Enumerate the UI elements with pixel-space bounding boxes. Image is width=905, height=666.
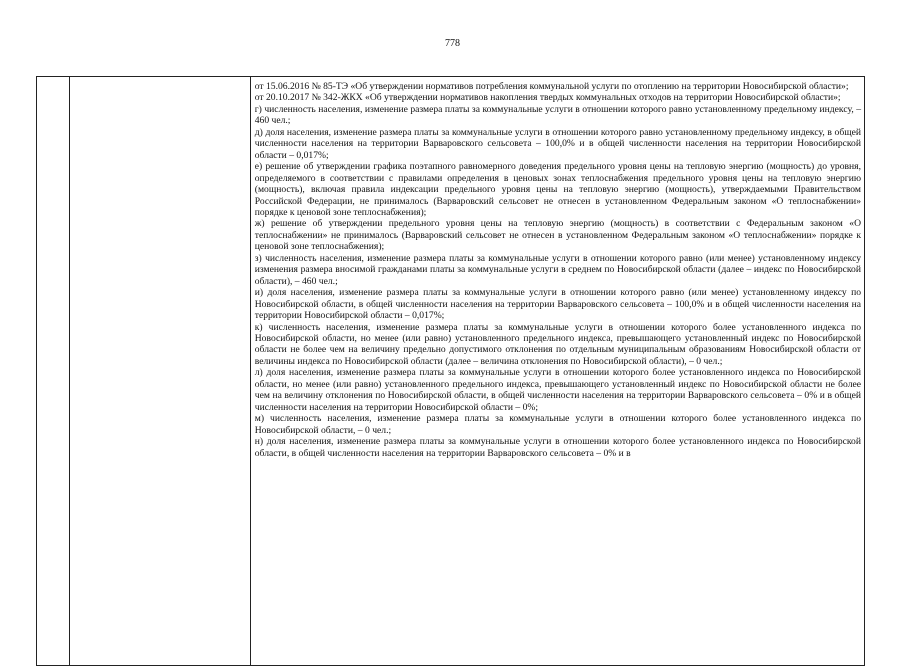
paragraph: от 15.06.2016 № 85-ТЭ «Об утверждении нормативов потребления коммунальной услуги по отоплению на территории Новосибирской области»;	[254, 81, 849, 92]
paragraph: д) доля населения, изменение размера платы за коммунальные услуги в отношении которого равно установленному предельному индексу, в общей численности населения на территории Варваровского сельсовета – 100,0% и в общей численности населения на территории Новосибирской области – 0,017%;	[254, 126, 861, 161]
table-cell-content	[250, 77, 864, 666]
page-number: 778	[445, 38, 460, 49]
table-cell-number	[37, 77, 70, 666]
paragraph: л) доля населения, изменение размера платы за коммунальные услуги в отношении которого более установленного индекса по Новосибирской области, но менее (или равно) установленного предельного индекса, превышающего установленный индекс по Новосибирской области не более чем на величину отклонения по Новосибирской области, в общей численности населения на территории Варваровского сельсовета – 0% и в общей численности населения на территории Новосибирской области – 0%;	[254, 367, 861, 413]
paragraph: ж) решение об утверждении предельного уровня цены на тепловую энергию (мощность) в соответствии с Федеральным законом «О теплоснабжении» не принималось (Варваровский сельсовет не отнесен в установленном Федеральным законом «О теплоснабжении» порядке к ценовой зоне теплоснабжения);	[254, 218, 861, 253]
paragraph: м) численность населения, изменение размера платы за коммунальные услуги в отношении которого более установленного индекса по Новосибирской области, – 0 чел.;	[254, 413, 861, 436]
paragraph: к) численность населения, изменение размера платы за коммунальные услуги в отношении которого более установленного индекса по Новосибирской области, но менее (или равно) установленного предельного индекса, превышающего установленный индекс по Новосибирской области не более чем на величину предельно допустимого отклонения по отдельным муниципальным образованиям Новосибирской области от величины индекса по Новосибирской области (далее – величина отклонения по Новосибирской области), – 0 чел.;	[254, 321, 861, 367]
paragraph: е) решение об утверждении графика поэтапного равномерного доведения предельного уровня цены на тепловую энергию (мощность) до уровня, определяемого в соответствии с правилами определения в ценовых зонах теплоснабжения предельного уровня цены на тепловую энергию (мощность), включая правила индексации предельного уровня цены на тепловую энергию (мощность), утверждаемыми Правительством Российской Федерации, не принималось (Варваровский сельсовет не отнесен в установленном Федеральным законом «О теплоснабжении» порядке к ценовой зоне теплоснабжения);	[254, 161, 861, 218]
paragraph: от 20.10.2017 № 342-ЖКХ «Об утверждении нормативов накопления твердых коммунальных отходов на территории Новосибирской области»;	[254, 92, 841, 104]
paragraph: н) доля населения, изменение размера платы за коммунальные услуги в отношении которого более установленного индекса по Новосибирской области, в общей численности населения на территории Варваровского сельсовета – 0% и в	[254, 436, 861, 459]
table-row	[37, 77, 865, 666]
paragraph: г) численность населения, изменение размера платы за коммунальные услуги в отношении которого равно установленному предельному индексу, – 460 чел.;	[254, 103, 861, 127]
paragraph: и) доля населения, изменение размера платы за коммунальные услуги в отношении которого равно (или менее) установленному индексу по Новосибирской области, в общей численности населения на территории Варваровского сельсовета – 100,0% и в общей численности населения на территории Новосибирской области – 0,017%;	[254, 287, 861, 322]
document-table	[36, 76, 865, 666]
paragraph: з) численность населения, изменение размера платы за коммунальные услуги в отношении которого равно (или менее) установленному индексу изменения размера вносимой гражданами платы за коммунальные услуги в среднем по Новосибирской области (далее – индекс по Новосибирской области), – 460 чел.;	[254, 252, 861, 287]
table-cell-name	[70, 77, 251, 666]
